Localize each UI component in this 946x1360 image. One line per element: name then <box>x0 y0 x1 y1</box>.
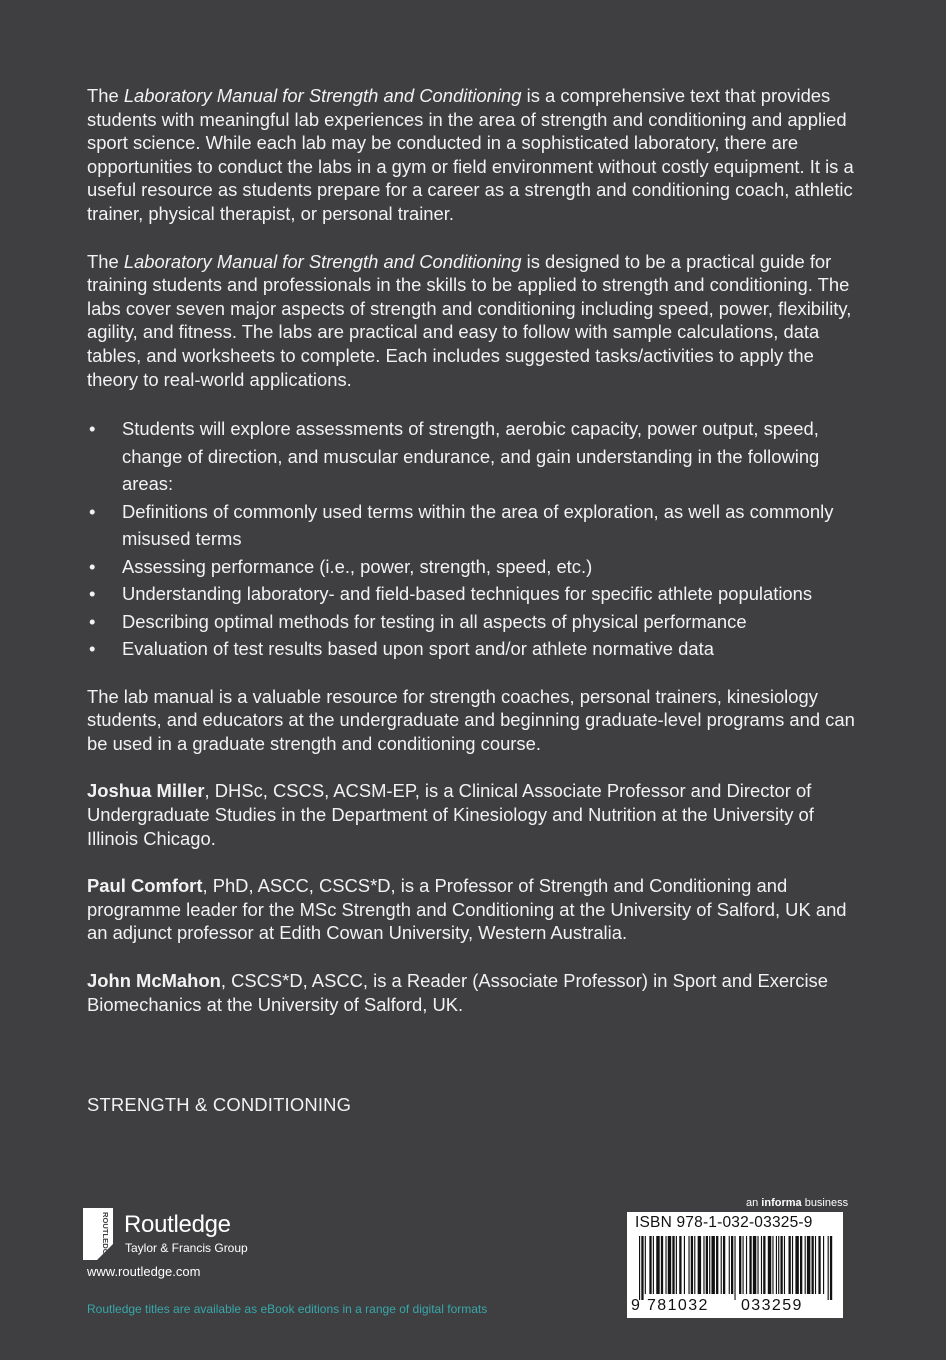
barcode-bar <box>761 1236 762 1294</box>
barcode-bar <box>665 1236 666 1294</box>
barcode-bar <box>645 1236 646 1294</box>
barcode-bar <box>656 1236 659 1294</box>
para2-lead: The <box>87 250 124 272</box>
publisher-logo <box>83 1208 333 1260</box>
description-paragraph-1 <box>87 84 855 226</box>
barcode-bar <box>807 1236 810 1294</box>
barcode-bar <box>815 1236 816 1294</box>
informa-tagline <box>746 1197 848 1209</box>
barcode-bars-icon <box>633 1236 837 1300</box>
list-item-text: Students will explore assessments of strength, aerobic capacity, power output, speed, change of direction, and muscular endurance, and gain understanding in the following areas: <box>122 418 820 495</box>
routledge-logo-icon <box>83 1208 113 1260</box>
closing-paragraph: The lab manual is a valuable resource for strength coaches, personal trainers, kinesiology students, and educators at the undergraduate and beginning graduate-level programs and can be used in a graduate strength and conditioning course. <box>87 685 855 754</box>
bullet-icon: • <box>89 583 96 605</box>
para1-body: is a comprehensive text that provides students with meaningful lab experiences in the area of strength and conditioning and applied sport science. While each lab may be conducted in a sophisticated laboratory, there are opportunities to conduct the labs in a gym or field environment without costly equipment. It is a useful resource as students prepare for a career as a strength and conditioning coach, athletic trainer, physical therapist, or personal trainer. <box>87 85 854 224</box>
barcode-bar <box>768 1236 771 1294</box>
list-item <box>87 553 855 581</box>
barcode-bar <box>641 1236 643 1300</box>
barcode-bar <box>691 1236 693 1294</box>
barcode-bar <box>800 1236 802 1294</box>
barcode-bar <box>805 1236 806 1294</box>
ebook-note: Routledge titles are available as eBook editions in a range of digital formats <box>87 1302 488 1316</box>
back-cover-text <box>87 84 855 1040</box>
author-bio <box>87 874 855 945</box>
barcode-bar <box>795 1236 798 1294</box>
subject-category: STRENGTH & CONDITIONING <box>87 1094 352 1115</box>
barcode-bar <box>763 1236 765 1294</box>
barcode-bar <box>757 1236 758 1294</box>
barcode-bar <box>784 1236 785 1294</box>
barcode-bar <box>698 1236 701 1294</box>
informa-suffix: business <box>801 1197 849 1209</box>
list-item <box>87 498 855 553</box>
barcode-bar <box>709 1236 710 1294</box>
feature-list <box>87 415 855 663</box>
list-item <box>87 415 855 498</box>
barcode-bar <box>679 1236 681 1294</box>
barcode-bar <box>716 1236 718 1294</box>
bullet-icon: • <box>89 418 96 440</box>
author-bio-text: , CSCS*D, ASCC, is a Reader (Associate Professor) in Sport and Exercise Biomechanics at the University of Salford, UK. <box>87 969 828 1015</box>
author-name: Joshua Miller <box>87 780 205 802</box>
barcode-bar <box>661 1236 663 1294</box>
para2-body: is designed to be a practical guide for training students and professionals in the skills to be applied to strength and conditioning. The labs cover seven major aspects of strength and conditioning including speed, power, flexibility, agility, and fitness. The labs are practical and easy to follow with sample calculations, data tables, and worksheets to complete. Each includes suggested tasks/activities to apply the theory to real-world applications. <box>87 250 852 390</box>
barcode-bar <box>684 1236 685 1294</box>
barcode-bar <box>706 1236 708 1294</box>
isbn-label: ISBN 978-1-032-03325-9 <box>635 1214 813 1231</box>
barcode-bar <box>731 1236 733 1294</box>
publisher-group: Taylor & Francis Group <box>125 1241 248 1255</box>
barcode-bar <box>639 1236 640 1300</box>
barcode-bar <box>711 1236 714 1294</box>
barcode-bar <box>739 1236 741 1294</box>
barcode-bar <box>792 1236 793 1294</box>
list-item-text: Definitions of commonly used terms within the area of exploration, as well as commonly misused terms <box>122 500 834 550</box>
description-paragraph-2 <box>87 250 855 392</box>
list-item <box>87 608 855 636</box>
barcode-bar <box>772 1236 773 1294</box>
barcode-bar <box>776 1236 777 1294</box>
barcode-bar <box>703 1236 704 1294</box>
author-name: Paul Comfort <box>87 875 203 897</box>
barcode-bar <box>676 1236 677 1294</box>
barcode-bar <box>653 1236 654 1294</box>
barcode-first-digit: 9 <box>631 1297 640 1314</box>
list-item <box>87 580 855 608</box>
author-bio <box>87 969 855 1016</box>
author-bio-text: , DHSc, CSCS, ACSM-EP, is a Clinical Associate Professor and Director of Undergraduate Studies in the Department of Kinesiology and Nutrition at the University of Illinois Chicago. <box>87 780 814 849</box>
barcode-bar <box>672 1236 674 1294</box>
barcode-digit-group-1: 781032 <box>647 1297 709 1314</box>
author-bio-text: , PhD, ASCC, CSCS*D, is a Professor of Strength and Conditioning and programme leader for the MSc Strength and Conditioning at the University of Salford, UK and an adjunct professor at Edith Cowan University, Western Australia. <box>87 875 847 944</box>
barcode-digit-group-2: 033259 <box>741 1297 803 1314</box>
barcode-bar <box>823 1236 824 1294</box>
barcode-bar <box>668 1236 671 1294</box>
barcode-bar <box>828 1236 829 1300</box>
list-item-text: Evaluation of test results based upon sport and/or athlete normative data <box>122 638 714 660</box>
barcode-bar <box>649 1236 651 1294</box>
bullet-icon: • <box>89 610 96 632</box>
barcode-bar <box>743 1236 744 1294</box>
publisher-website: www.routledge.com <box>87 1264 201 1279</box>
informa-prefix: an <box>746 1197 762 1209</box>
barcode-bar <box>753 1236 756 1294</box>
author-name: John McMahon <box>87 969 221 991</box>
barcode-bar <box>749 1236 751 1294</box>
isbn-barcode <box>627 1212 843 1318</box>
list-item-text: Describing optimal methods for testing in all aspects of physical performance <box>122 610 747 632</box>
barcode-bar <box>729 1236 730 1294</box>
list-item-text: Understanding laboratory- and field-based techniques for specific athlete populations <box>122 583 813 605</box>
bullet-icon: • <box>89 638 96 660</box>
barcode-bar <box>746 1236 747 1294</box>
para1-lead: The <box>87 85 124 106</box>
author-bio <box>87 779 855 850</box>
book-title-italic: Laboratory Manual for Strength and Conditioning <box>123 85 522 106</box>
barcode-bar <box>812 1236 814 1294</box>
barcode-bar <box>688 1236 689 1294</box>
informa-brand: informa <box>761 1197 802 1209</box>
list-item-text: Assessing performance (i.e., power, strength, speed, etc.) <box>122 555 593 577</box>
barcode-bar <box>818 1236 820 1294</box>
logo-mark-text: ROUTLEDGE <box>101 1212 110 1260</box>
barcode-bar <box>721 1236 722 1294</box>
barcode-bar <box>830 1236 832 1300</box>
book-title-italic: Laboratory Manual for Strength and Conditioning <box>123 250 522 272</box>
publisher-name: Routledge <box>124 1211 231 1238</box>
barcode-bar <box>780 1236 782 1294</box>
bullet-icon: • <box>89 500 96 522</box>
barcode-bar <box>778 1236 779 1294</box>
bullet-icon: • <box>89 555 96 577</box>
barcode-bar <box>734 1236 735 1300</box>
barcode-bar <box>723 1236 725 1294</box>
list-item <box>87 635 855 663</box>
barcode-bar <box>694 1236 695 1294</box>
barcode-bar <box>789 1236 791 1294</box>
